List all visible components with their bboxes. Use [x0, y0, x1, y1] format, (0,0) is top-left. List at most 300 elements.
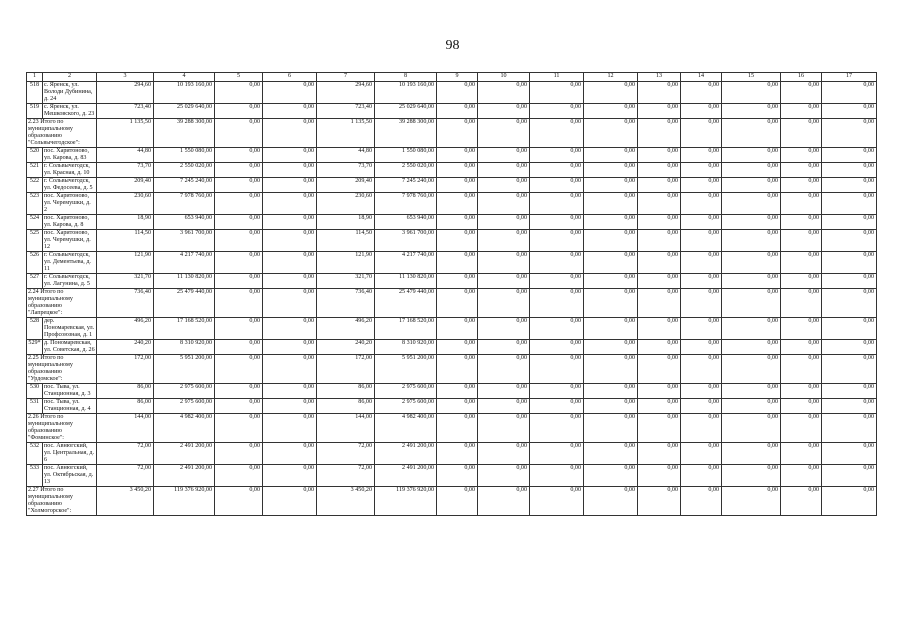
value-cell-11: 0,00 — [530, 318, 584, 340]
value-cell-11: 0,00 — [530, 414, 584, 443]
value-cell-14: 0,00 — [681, 148, 722, 163]
value-cell-11: 0,00 — [530, 178, 584, 193]
value-cell-12: 0,00 — [584, 178, 638, 193]
value-cell-8: 17 168 520,00 — [375, 318, 437, 340]
value-cell-14: 0,00 — [681, 465, 722, 487]
value-cell-8: 119 376 920,00 — [375, 487, 437, 516]
value-cell-15: 0,00 — [722, 230, 781, 252]
value-cell-15: 0,00 — [722, 487, 781, 516]
value-cell-8: 2 975 600,00 — [375, 399, 437, 414]
value-cell-12: 0,00 — [584, 274, 638, 289]
value-cell-12: 0,00 — [584, 399, 638, 414]
value-cell-16: 0,00 — [781, 443, 822, 465]
row-number: 525 — [27, 230, 43, 252]
column-header-8: 8 — [375, 73, 437, 82]
total-label: 2.25 Итого по муниципальному образованию "Урдомское": — [27, 355, 97, 384]
value-cell-12: 0,00 — [584, 230, 638, 252]
value-cell-5: 0,00 — [215, 355, 263, 384]
value-cell-13: 0,00 — [638, 104, 681, 119]
value-cell-16: 0,00 — [781, 465, 822, 487]
value-cell-17: 0,00 — [822, 252, 877, 274]
value-cell-6: 0,00 — [263, 399, 317, 414]
value-cell-9: 0,00 — [437, 119, 478, 148]
value-cell-17: 0,00 — [822, 230, 877, 252]
table-row — [27, 274, 877, 289]
row-number: 524 — [27, 215, 43, 230]
table-header — [27, 73, 877, 82]
value-cell-7: 723,40 — [317, 104, 375, 119]
value-cell-16: 0,00 — [781, 230, 822, 252]
value-cell-16: 0,00 — [781, 318, 822, 340]
value-cell-11: 0,00 — [530, 104, 584, 119]
address-cell: с. Яренск, ул. Володи Дубинина, д. 24 — [43, 82, 97, 104]
value-cell-13: 0,00 — [638, 148, 681, 163]
value-cell-17: 0,00 — [822, 215, 877, 230]
value-cell-10: 0,00 — [478, 178, 530, 193]
row-number: 526 — [27, 252, 43, 274]
value-cell-6: 0,00 — [263, 340, 317, 355]
value-cell-10: 0,00 — [478, 443, 530, 465]
total-row — [27, 119, 877, 148]
value-cell-4: 17 168 520,00 — [154, 318, 215, 340]
data-table — [26, 72, 877, 516]
value-cell-10: 0,00 — [478, 355, 530, 384]
row-number: 529* — [27, 340, 43, 355]
value-cell-4: 2 491 200,00 — [154, 465, 215, 487]
value-cell-4: 2 975 600,00 — [154, 384, 215, 399]
value-cell-8: 3 961 700,00 — [375, 230, 437, 252]
value-cell-12: 0,00 — [584, 252, 638, 274]
value-cell-16: 0,00 — [781, 148, 822, 163]
value-cell-6: 0,00 — [263, 119, 317, 148]
value-cell-11: 0,00 — [530, 289, 584, 318]
value-cell-3: 44,80 — [97, 148, 154, 163]
value-cell-10: 0,00 — [478, 119, 530, 148]
address-cell: г. Сольвычегодск, ул. Дементьева, д. 11 — [43, 252, 97, 274]
table-row — [27, 82, 877, 104]
value-cell-10: 0,00 — [478, 487, 530, 516]
value-cell-17: 0,00 — [822, 318, 877, 340]
value-cell-13: 0,00 — [638, 318, 681, 340]
value-cell-16: 0,00 — [781, 487, 822, 516]
value-cell-11: 0,00 — [530, 82, 584, 104]
value-cell-7: 496,20 — [317, 318, 375, 340]
value-cell-6: 0,00 — [263, 252, 317, 274]
value-cell-16: 0,00 — [781, 178, 822, 193]
total-row — [27, 414, 877, 443]
column-header-11: 11 — [530, 73, 584, 82]
value-cell-9: 0,00 — [437, 215, 478, 230]
value-cell-17: 0,00 — [822, 193, 877, 215]
table-row — [27, 178, 877, 193]
value-cell-6: 0,00 — [263, 289, 317, 318]
table-row — [27, 252, 877, 274]
value-cell-12: 0,00 — [584, 104, 638, 119]
column-header-7: 7 — [317, 73, 375, 82]
total-label: 2.27 Итого по муниципальному образованию "Холмогорское": — [27, 487, 97, 516]
value-cell-4: 25 479 440,00 — [154, 289, 215, 318]
value-cell-17: 0,00 — [822, 465, 877, 487]
value-cell-3: 723,40 — [97, 104, 154, 119]
value-cell-9: 0,00 — [437, 163, 478, 178]
value-cell-7: 44,80 — [317, 148, 375, 163]
column-header-6: 6 — [263, 73, 317, 82]
value-cell-4: 4 217 740,00 — [154, 252, 215, 274]
value-cell-12: 0,00 — [584, 82, 638, 104]
value-cell-10: 0,00 — [478, 82, 530, 104]
value-cell-4: 3 961 700,00 — [154, 230, 215, 252]
value-cell-7: 144,00 — [317, 414, 375, 443]
value-cell-9: 0,00 — [437, 487, 478, 516]
address-cell: пос. Харитоново, ул. Черемушки, д. 12 — [43, 230, 97, 252]
value-cell-6: 0,00 — [263, 274, 317, 289]
value-cell-3: 3 450,20 — [97, 487, 154, 516]
value-cell-13: 0,00 — [638, 215, 681, 230]
value-cell-3: 114,50 — [97, 230, 154, 252]
value-cell-11: 0,00 — [530, 465, 584, 487]
value-cell-17: 0,00 — [822, 104, 877, 119]
value-cell-13: 0,00 — [638, 252, 681, 274]
value-cell-15: 0,00 — [722, 384, 781, 399]
address-cell: пос. Тыва, ул. Станционная, д. 3 — [43, 384, 97, 399]
value-cell-16: 0,00 — [781, 399, 822, 414]
value-cell-7: 172,00 — [317, 355, 375, 384]
value-cell-9: 0,00 — [437, 414, 478, 443]
value-cell-15: 0,00 — [722, 443, 781, 465]
column-header-13: 13 — [638, 73, 681, 82]
value-cell-17: 0,00 — [822, 163, 877, 178]
value-cell-10: 0,00 — [478, 318, 530, 340]
value-cell-8: 25 479 440,00 — [375, 289, 437, 318]
column-header-16: 16 — [781, 73, 822, 82]
value-cell-12: 0,00 — [584, 340, 638, 355]
value-cell-13: 0,00 — [638, 443, 681, 465]
value-cell-13: 0,00 — [638, 289, 681, 318]
table-body — [27, 82, 877, 516]
value-cell-4: 653 940,00 — [154, 215, 215, 230]
value-cell-8: 25 029 640,00 — [375, 104, 437, 119]
column-header-10: 10 — [478, 73, 530, 82]
total-label: 2.26 Итого по муниципальному образованию "Фоминское": — [27, 414, 97, 443]
value-cell-15: 0,00 — [722, 399, 781, 414]
value-cell-10: 0,00 — [478, 148, 530, 163]
value-cell-12: 0,00 — [584, 414, 638, 443]
value-cell-5: 0,00 — [215, 289, 263, 318]
value-cell-4: 7 978 760,00 — [154, 193, 215, 215]
table-row — [27, 318, 877, 340]
value-cell-12: 0,00 — [584, 193, 638, 215]
value-cell-3: 18,90 — [97, 215, 154, 230]
value-cell-6: 0,00 — [263, 104, 317, 119]
value-cell-4: 25 029 640,00 — [154, 104, 215, 119]
total-row — [27, 355, 877, 384]
row-number: 533 — [27, 465, 43, 487]
table-row — [27, 384, 877, 399]
value-cell-10: 0,00 — [478, 384, 530, 399]
value-cell-5: 0,00 — [215, 252, 263, 274]
address-cell: пос. Авнюгский, ул. Центральная, д. 6 — [43, 443, 97, 465]
value-cell-7: 3 450,20 — [317, 487, 375, 516]
value-cell-9: 0,00 — [437, 289, 478, 318]
value-cell-12: 0,00 — [584, 487, 638, 516]
value-cell-14: 0,00 — [681, 399, 722, 414]
value-cell-14: 0,00 — [681, 340, 722, 355]
value-cell-13: 0,00 — [638, 340, 681, 355]
value-cell-10: 0,00 — [478, 399, 530, 414]
total-label: 2.23 Итого по муниципальному образованию "Сольвычегодское": — [27, 119, 97, 148]
value-cell-7: 121,90 — [317, 252, 375, 274]
value-cell-17: 0,00 — [822, 443, 877, 465]
row-number: 518 — [27, 82, 43, 104]
value-cell-6: 0,00 — [263, 414, 317, 443]
value-cell-11: 0,00 — [530, 355, 584, 384]
value-cell-16: 0,00 — [781, 384, 822, 399]
value-cell-12: 0,00 — [584, 355, 638, 384]
table-row — [27, 443, 877, 465]
column-header-4: 4 — [154, 73, 215, 82]
value-cell-5: 0,00 — [215, 119, 263, 148]
value-cell-13: 0,00 — [638, 82, 681, 104]
value-cell-11: 0,00 — [530, 274, 584, 289]
value-cell-8: 11 130 820,00 — [375, 274, 437, 289]
table-row — [27, 104, 877, 119]
value-cell-5: 0,00 — [215, 82, 263, 104]
value-cell-4: 4 982 400,00 — [154, 414, 215, 443]
value-cell-12: 0,00 — [584, 163, 638, 178]
value-cell-11: 0,00 — [530, 163, 584, 178]
value-cell-3: 86,00 — [97, 384, 154, 399]
table-row — [27, 399, 877, 414]
value-cell-4: 119 376 920,00 — [154, 487, 215, 516]
value-cell-11: 0,00 — [530, 230, 584, 252]
value-cell-8: 7 978 760,00 — [375, 193, 437, 215]
value-cell-5: 0,00 — [215, 148, 263, 163]
value-cell-6: 0,00 — [263, 193, 317, 215]
value-cell-9: 0,00 — [437, 355, 478, 384]
value-cell-3: 230,60 — [97, 193, 154, 215]
value-cell-15: 0,00 — [722, 82, 781, 104]
value-cell-16: 0,00 — [781, 82, 822, 104]
address-cell: дер. Пономаревская, ул. Профсоюзная, д. 1 — [43, 318, 97, 340]
value-cell-3: 72,00 — [97, 443, 154, 465]
value-cell-17: 0,00 — [822, 487, 877, 516]
value-cell-8: 4 982 400,00 — [375, 414, 437, 443]
value-cell-5: 0,00 — [215, 465, 263, 487]
value-cell-17: 0,00 — [822, 82, 877, 104]
value-cell-10: 0,00 — [478, 104, 530, 119]
value-cell-11: 0,00 — [530, 384, 584, 399]
value-cell-5: 0,00 — [215, 230, 263, 252]
value-cell-7: 73,70 — [317, 163, 375, 178]
value-cell-8: 2 550 020,00 — [375, 163, 437, 178]
value-cell-7: 114,50 — [317, 230, 375, 252]
value-cell-8: 10 193 160,00 — [375, 82, 437, 104]
value-cell-8: 8 310 920,00 — [375, 340, 437, 355]
address-cell: с. Яренск, ул. Мешковского, д. 23 — [43, 104, 97, 119]
value-cell-3: 294,60 — [97, 82, 154, 104]
value-cell-11: 0,00 — [530, 340, 584, 355]
value-cell-10: 0,00 — [478, 252, 530, 274]
value-cell-16: 0,00 — [781, 215, 822, 230]
value-cell-12: 0,00 — [584, 119, 638, 148]
total-row — [27, 289, 877, 318]
value-cell-7: 86,00 — [317, 399, 375, 414]
value-cell-4: 5 951 200,00 — [154, 355, 215, 384]
value-cell-3: 172,00 — [97, 355, 154, 384]
value-cell-14: 0,00 — [681, 82, 722, 104]
value-cell-13: 0,00 — [638, 119, 681, 148]
value-cell-8: 1 550 080,00 — [375, 148, 437, 163]
value-cell-8: 4 217 740,00 — [375, 252, 437, 274]
table-row — [27, 230, 877, 252]
value-cell-15: 0,00 — [722, 355, 781, 384]
column-header-2: 2 — [43, 73, 97, 82]
table-row — [27, 193, 877, 215]
value-cell-14: 0,00 — [681, 487, 722, 516]
value-cell-11: 0,00 — [530, 443, 584, 465]
value-cell-12: 0,00 — [584, 318, 638, 340]
value-cell-7: 72,00 — [317, 465, 375, 487]
address-cell: пос. Тыва, ул. Станционная, д. 4 — [43, 399, 97, 414]
value-cell-17: 0,00 — [822, 274, 877, 289]
value-cell-15: 0,00 — [722, 104, 781, 119]
value-cell-9: 0,00 — [437, 399, 478, 414]
column-header-17: 17 — [822, 73, 877, 82]
column-header-9: 9 — [437, 73, 478, 82]
value-cell-6: 0,00 — [263, 318, 317, 340]
value-cell-3: 736,40 — [97, 289, 154, 318]
value-cell-5: 0,00 — [215, 340, 263, 355]
value-cell-3: 496,20 — [97, 318, 154, 340]
value-cell-12: 0,00 — [584, 443, 638, 465]
value-cell-5: 0,00 — [215, 399, 263, 414]
value-cell-8: 2 491 200,00 — [375, 465, 437, 487]
value-cell-14: 0,00 — [681, 178, 722, 193]
value-cell-14: 0,00 — [681, 215, 722, 230]
value-cell-9: 0,00 — [437, 193, 478, 215]
value-cell-5: 0,00 — [215, 487, 263, 516]
value-cell-14: 0,00 — [681, 414, 722, 443]
value-cell-9: 0,00 — [437, 82, 478, 104]
value-cell-13: 0,00 — [638, 465, 681, 487]
value-cell-16: 0,00 — [781, 252, 822, 274]
value-cell-5: 0,00 — [215, 414, 263, 443]
value-cell-6: 0,00 — [263, 178, 317, 193]
address-cell: пос. Авнюгский, ул. Октябрьская, д. 13 — [43, 465, 97, 487]
value-cell-17: 0,00 — [822, 399, 877, 414]
column-header-3: 3 — [97, 73, 154, 82]
table-row — [27, 340, 877, 355]
value-cell-10: 0,00 — [478, 163, 530, 178]
value-cell-4: 11 130 820,00 — [154, 274, 215, 289]
value-cell-8: 7 245 240,00 — [375, 178, 437, 193]
value-cell-17: 0,00 — [822, 148, 877, 163]
row-number: 520 — [27, 148, 43, 163]
value-cell-15: 0,00 — [722, 119, 781, 148]
value-cell-12: 0,00 — [584, 384, 638, 399]
address-cell: г. Сольвычегодск, ул. Федосеева, д. 5 — [43, 178, 97, 193]
value-cell-11: 0,00 — [530, 119, 584, 148]
value-cell-7: 86,00 — [317, 384, 375, 399]
value-cell-13: 0,00 — [638, 193, 681, 215]
value-cell-8: 2 975 600,00 — [375, 384, 437, 399]
value-cell-4: 2 550 020,00 — [154, 163, 215, 178]
value-cell-15: 0,00 — [722, 274, 781, 289]
value-cell-13: 0,00 — [638, 399, 681, 414]
value-cell-11: 0,00 — [530, 215, 584, 230]
value-cell-10: 0,00 — [478, 230, 530, 252]
value-cell-15: 0,00 — [722, 148, 781, 163]
value-cell-17: 0,00 — [822, 355, 877, 384]
address-cell: г. Сольвычегодск, ул. Красная, д. 10 — [43, 163, 97, 178]
value-cell-4: 1 550 080,00 — [154, 148, 215, 163]
value-cell-6: 0,00 — [263, 163, 317, 178]
value-cell-5: 0,00 — [215, 163, 263, 178]
table-row — [27, 465, 877, 487]
value-cell-16: 0,00 — [781, 340, 822, 355]
value-cell-14: 0,00 — [681, 119, 722, 148]
value-cell-10: 0,00 — [478, 465, 530, 487]
value-cell-6: 0,00 — [263, 465, 317, 487]
value-cell-4: 7 245 240,00 — [154, 178, 215, 193]
value-cell-8: 653 940,00 — [375, 215, 437, 230]
row-number: 527 — [27, 274, 43, 289]
column-header-14: 14 — [681, 73, 722, 82]
value-cell-15: 0,00 — [722, 318, 781, 340]
value-cell-14: 0,00 — [681, 318, 722, 340]
value-cell-6: 0,00 — [263, 487, 317, 516]
value-cell-8: 39 288 300,00 — [375, 119, 437, 148]
column-header-1: 1 — [27, 73, 43, 82]
value-cell-16: 0,00 — [781, 193, 822, 215]
table-row — [27, 163, 877, 178]
value-cell-15: 0,00 — [722, 289, 781, 318]
value-cell-13: 0,00 — [638, 274, 681, 289]
total-row — [27, 487, 877, 516]
value-cell-8: 2 491 200,00 — [375, 443, 437, 465]
value-cell-17: 0,00 — [822, 414, 877, 443]
value-cell-14: 0,00 — [681, 163, 722, 178]
value-cell-6: 0,00 — [263, 215, 317, 230]
value-cell-10: 0,00 — [478, 289, 530, 318]
value-cell-3: 209,40 — [97, 178, 154, 193]
value-cell-7: 294,60 — [317, 82, 375, 104]
value-cell-3: 144,00 — [97, 414, 154, 443]
value-cell-3: 72,00 — [97, 465, 154, 487]
address-cell: пос. Харитоново, ул. Черемушки, д. 2 — [43, 193, 97, 215]
row-number: 531 — [27, 399, 43, 414]
value-cell-10: 0,00 — [478, 193, 530, 215]
value-cell-9: 0,00 — [437, 340, 478, 355]
value-cell-10: 0,00 — [478, 274, 530, 289]
value-cell-17: 0,00 — [822, 384, 877, 399]
value-cell-16: 0,00 — [781, 104, 822, 119]
value-cell-3: 121,90 — [97, 252, 154, 274]
value-cell-7: 240,20 — [317, 340, 375, 355]
value-cell-9: 0,00 — [437, 384, 478, 399]
value-cell-12: 0,00 — [584, 465, 638, 487]
table-row — [27, 215, 877, 230]
row-number: 521 — [27, 163, 43, 178]
value-cell-11: 0,00 — [530, 487, 584, 516]
value-cell-17: 0,00 — [822, 340, 877, 355]
value-cell-15: 0,00 — [722, 178, 781, 193]
value-cell-9: 0,00 — [437, 465, 478, 487]
value-cell-14: 0,00 — [681, 230, 722, 252]
value-cell-15: 0,00 — [722, 193, 781, 215]
value-cell-5: 0,00 — [215, 274, 263, 289]
value-cell-4: 8 310 920,00 — [154, 340, 215, 355]
